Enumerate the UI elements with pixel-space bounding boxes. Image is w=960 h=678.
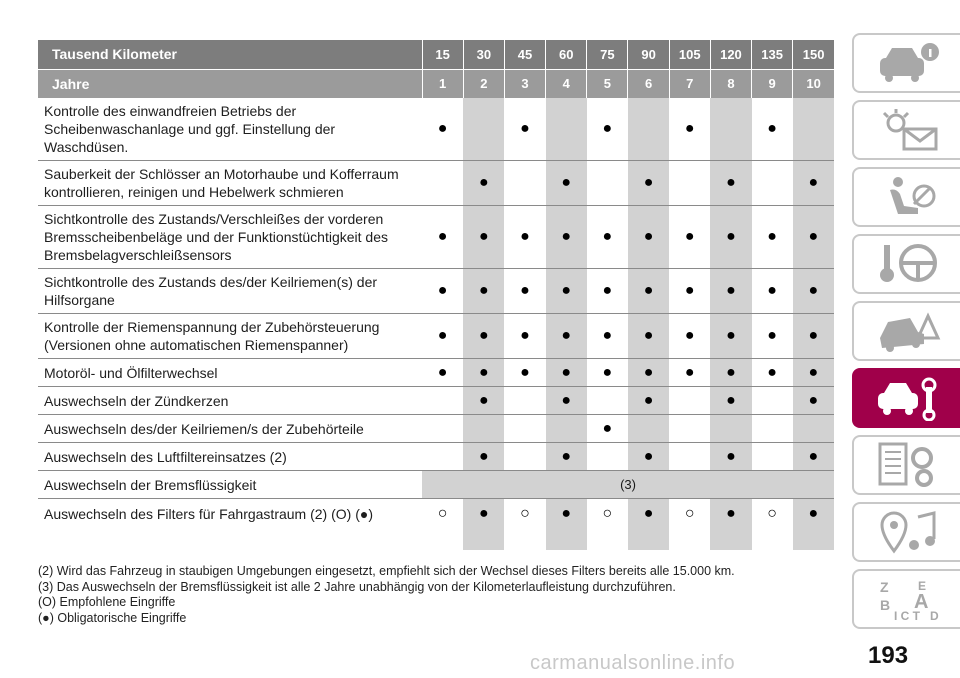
- mandatory-mark: ●: [587, 415, 628, 443]
- km-col: 15: [422, 40, 463, 69]
- mandatory-mark: ●: [504, 269, 545, 314]
- empty-cell: [669, 415, 710, 443]
- mandatory-mark: ●: [628, 206, 669, 269]
- empty-cell: [710, 415, 751, 443]
- mandatory-mark: ●: [587, 206, 628, 269]
- mandatory-mark: ●: [546, 269, 587, 314]
- year-col: 2: [463, 69, 504, 98]
- mandatory-mark: ●: [793, 359, 834, 387]
- mandatory-mark: ●: [546, 499, 587, 550]
- mandatory-mark: ●: [669, 98, 710, 161]
- row-label: Auswechseln des/der Keilriemen/s der Zubehörteile: [38, 415, 422, 443]
- mandatory-mark: ●: [752, 314, 793, 359]
- mandatory-mark: ●: [422, 359, 463, 387]
- mandatory-mark: ●: [463, 206, 504, 269]
- empty-cell: [669, 387, 710, 415]
- mandatory-mark: ●: [463, 161, 504, 206]
- empty-cell: [628, 415, 669, 443]
- mandatory-mark: ●: [504, 206, 545, 269]
- mandatory-mark: ●: [546, 443, 587, 471]
- mandatory-mark: ●: [546, 206, 587, 269]
- warning-light-envelope-icon: [872, 107, 942, 153]
- table-row: [38, 499, 834, 550]
- svg-text:D: D: [930, 609, 939, 622]
- year-col: 7: [669, 69, 710, 98]
- key-steering-wheel-icon: [872, 241, 942, 287]
- table-row: [38, 387, 834, 415]
- empty-cell: [628, 98, 669, 161]
- car-breakdown-icon: [872, 308, 942, 354]
- recommended-mark: ○: [504, 499, 545, 550]
- svg-text:B: B: [880, 597, 891, 613]
- mandatory-mark: ●: [793, 206, 834, 269]
- sidebar-tab-car-info[interactable]: [852, 33, 960, 93]
- header-row-km: [38, 40, 834, 69]
- sidebar-tab-key-steering-wheel[interactable]: [852, 234, 960, 294]
- svg-text:I C T: I C T: [894, 609, 920, 622]
- maintenance-table: [38, 40, 834, 550]
- mandatory-mark: ●: [587, 98, 628, 161]
- mandatory-mark: ●: [793, 499, 834, 550]
- empty-cell: [422, 415, 463, 443]
- mandatory-mark: ●: [546, 161, 587, 206]
- empty-cell: [587, 443, 628, 471]
- mandatory-mark: ●: [504, 314, 545, 359]
- km-col: 75: [587, 40, 628, 69]
- mandatory-mark: ●: [422, 269, 463, 314]
- mandatory-mark: ●: [710, 443, 751, 471]
- mandatory-mark: ●: [793, 161, 834, 206]
- km-col: 150: [793, 40, 834, 69]
- empty-cell: [587, 161, 628, 206]
- empty-cell: [422, 161, 463, 206]
- mandatory-mark: ●: [710, 206, 751, 269]
- mandatory-mark: ●: [504, 359, 545, 387]
- recommended-mark: ○: [752, 499, 793, 550]
- mandatory-mark: ●: [463, 359, 504, 387]
- sidebar-tab-alphabet-index[interactable]: [852, 569, 960, 629]
- year-col: 1: [422, 69, 463, 98]
- km-col: 135: [752, 40, 793, 69]
- page-number: 193: [868, 642, 909, 669]
- row-label: Motoröl- und Ölfilterwechsel: [38, 359, 422, 387]
- mandatory-mark: ●: [793, 314, 834, 359]
- table-row: [38, 206, 834, 269]
- year-col: 5: [587, 69, 628, 98]
- empty-cell: [504, 443, 545, 471]
- empty-cell: [752, 443, 793, 471]
- mandatory-mark: ●: [463, 314, 504, 359]
- mandatory-mark: ●: [710, 269, 751, 314]
- empty-cell: [504, 415, 545, 443]
- mandatory-mark: ●: [504, 98, 545, 161]
- table-row: [38, 415, 834, 443]
- sidebar-tab-pin-music[interactable]: [852, 502, 960, 562]
- mandatory-mark: ●: [587, 314, 628, 359]
- sidebar-tab-car-wrench[interactable]: [852, 368, 960, 428]
- mandatory-mark: ●: [752, 359, 793, 387]
- mandatory-mark: ●: [546, 314, 587, 359]
- table-row: [38, 98, 834, 161]
- mandatory-mark: ●: [710, 359, 751, 387]
- mandatory-mark: ●: [793, 387, 834, 415]
- year-col: 8: [710, 69, 751, 98]
- empty-cell: [669, 161, 710, 206]
- svg-text:A: A: [914, 591, 929, 613]
- km-col: 90: [628, 40, 669, 69]
- year-col: 4: [546, 69, 587, 98]
- row-label: Auswechseln des Luftfiltereinsatzes (2): [38, 443, 422, 471]
- chapter-sidebar: [852, 33, 960, 636]
- year-col: 3: [504, 69, 545, 98]
- table-row: [38, 161, 834, 206]
- table-row: [38, 314, 834, 359]
- year-col: 10: [793, 69, 834, 98]
- row-label: Sichtkontrolle des Zustands des/der Keilriemen(s) der Hilfsorgane: [38, 269, 422, 314]
- mandatory-mark: ●: [669, 269, 710, 314]
- brake-fluid-note: (3): [422, 471, 834, 499]
- empty-cell: [793, 98, 834, 161]
- mandatory-mark: ●: [752, 206, 793, 269]
- mandatory-mark: ●: [752, 269, 793, 314]
- recommended-mark: ○: [422, 499, 463, 550]
- mandatory-mark: ●: [669, 359, 710, 387]
- empty-cell: [669, 443, 710, 471]
- mandatory-mark: ●: [710, 387, 751, 415]
- table-row: [38, 443, 834, 471]
- mandatory-mark: ●: [793, 443, 834, 471]
- mandatory-mark: ●: [587, 269, 628, 314]
- mandatory-mark: ●: [422, 98, 463, 161]
- mandatory-mark: ●: [628, 314, 669, 359]
- watermark: carmanualsonline.info: [530, 652, 736, 674]
- footnote-3: (3) Das Auswechseln der Bremsflüssigkeit ist alle 2 Jahre unabhängig von der Kilometerlaufleistung durchzuführen.: [38, 579, 676, 594]
- mandatory-mark: ●: [628, 161, 669, 206]
- seat-airbag-icon: [872, 174, 942, 220]
- empty-cell: [504, 387, 545, 415]
- table-row: [38, 359, 834, 387]
- empty-cell: [587, 387, 628, 415]
- empty-cell: [504, 161, 545, 206]
- mandatory-mark: ●: [463, 269, 504, 314]
- empty-cell: [463, 98, 504, 161]
- empty-cell: [463, 415, 504, 443]
- alphabet-index-icon: [872, 576, 942, 622]
- mandatory-mark: ●: [587, 359, 628, 387]
- mandatory-mark: ●: [628, 499, 669, 550]
- legend-recommended: (O) Empfohlene Eingriffe: [38, 595, 176, 609]
- empty-cell: [422, 387, 463, 415]
- header-years-label: Jahre: [38, 69, 422, 98]
- year-col: 9: [752, 69, 793, 98]
- svg-text:E: E: [918, 579, 927, 593]
- empty-cell: [546, 415, 587, 443]
- km-col: 45: [504, 40, 545, 69]
- legend-mandatory: (●) Obligatorische Eingriffe: [38, 610, 187, 625]
- km-col: 120: [710, 40, 751, 69]
- mandatory-mark: ●: [422, 314, 463, 359]
- mandatory-mark: ●: [628, 359, 669, 387]
- empty-cell: [752, 161, 793, 206]
- mandatory-mark: ●: [710, 314, 751, 359]
- car-info-icon: [872, 40, 942, 86]
- year-col: 6: [628, 69, 669, 98]
- row-label: Sichtkontrolle des Zustands/Verschleißes der vorderen Bremsscheibenbeläge und der Funktionstüchtigkeit des Bremsbelagverschleißsensors: [38, 206, 422, 269]
- mandatory-mark: ●: [793, 269, 834, 314]
- row-label: Kontrolle der Riemenspannung der Zubehörsteuerung (Versionen ohne automatischen Riemenspanner): [38, 314, 422, 359]
- row-label: Auswechseln des Filters für Fahrgastraum (2) (O) (●): [44, 506, 373, 522]
- mandatory-mark: ●: [628, 387, 669, 415]
- sidebar-tab-car-breakdown[interactable]: [852, 301, 960, 361]
- mandatory-mark: ●: [628, 269, 669, 314]
- recommended-mark: ○: [669, 499, 710, 550]
- km-col: 30: [463, 40, 504, 69]
- header-km-label: Tausend Kilometer: [38, 40, 422, 69]
- empty-cell: [752, 387, 793, 415]
- recommended-mark: ○: [587, 499, 628, 550]
- sidebar-tab-list-gears[interactable]: [852, 435, 960, 495]
- empty-cell: [752, 415, 793, 443]
- mandatory-mark: ●: [463, 443, 504, 471]
- row-label: Kontrolle des einwandfreien Betriebs der Scheibenwaschanlage und ggf. Einstellung der Waschdüsen.: [38, 98, 422, 161]
- sidebar-tab-seat-airbag[interactable]: [852, 167, 960, 227]
- pin-music-icon: [872, 509, 942, 555]
- footnote-2: (2) Wird das Fahrzeug in staubigen Umgebungen eingesetzt, empfiehlt sich der Wechsel dieses Filters bereits alle 15.000 km.: [38, 564, 735, 578]
- header-row-years: [38, 69, 834, 98]
- row-label: Auswechseln der Zündkerzen: [38, 387, 422, 415]
- km-col: 105: [669, 40, 710, 69]
- mandatory-mark: ●: [628, 443, 669, 471]
- mandatory-mark: ●: [669, 314, 710, 359]
- table-row: [38, 269, 834, 314]
- car-wrench-icon: [872, 375, 942, 421]
- sidebar-tab-warning-light-envelope[interactable]: [852, 100, 960, 160]
- mandatory-mark: ●: [546, 387, 587, 415]
- empty-cell: [546, 98, 587, 161]
- mandatory-mark: ●: [422, 206, 463, 269]
- row-label: Sauberkeit der Schlösser an Motorhaube und Kofferraum kontrollieren, reinigen und Hebelwerk schmieren: [38, 161, 422, 206]
- mandatory-mark: ●: [710, 499, 751, 550]
- table-row: [38, 471, 834, 499]
- mandatory-mark: ●: [669, 206, 710, 269]
- mandatory-mark: ●: [546, 359, 587, 387]
- mandatory-mark: ●: [752, 98, 793, 161]
- mandatory-mark: ●: [710, 161, 751, 206]
- empty-cell: [710, 98, 751, 161]
- mandatory-mark: ●: [463, 499, 504, 550]
- mandatory-mark: ●: [463, 387, 504, 415]
- km-col: 60: [546, 40, 587, 69]
- row-label: Auswechseln der Bremsflüssigkeit: [38, 471, 422, 499]
- svg-text:Z: Z: [880, 579, 889, 595]
- empty-cell: [793, 415, 834, 443]
- empty-cell: [422, 443, 463, 471]
- list-gears-icon: [872, 442, 942, 488]
- footnotes: [38, 564, 834, 626]
